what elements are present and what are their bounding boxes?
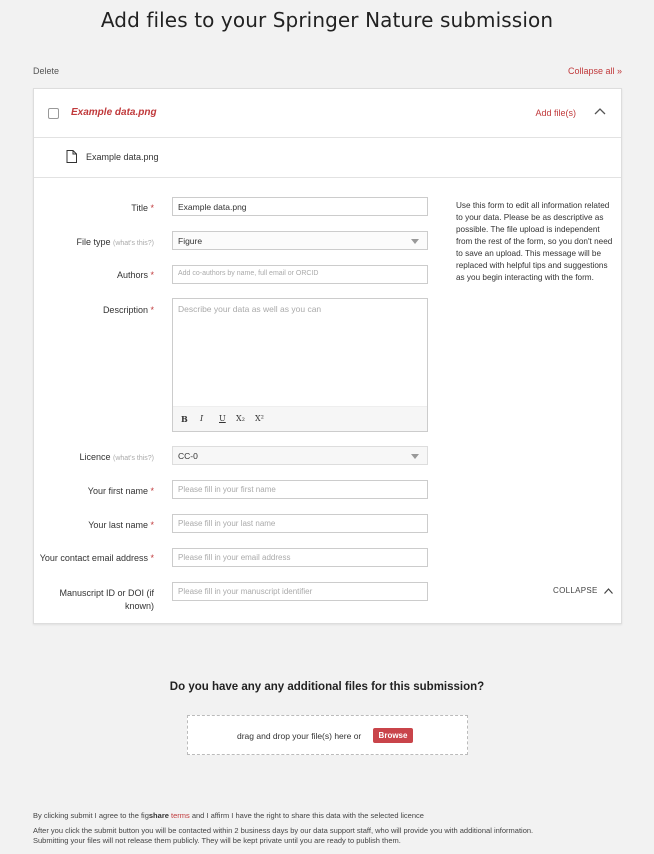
file-card: [33, 88, 622, 624]
add-files-link[interactable]: Add file(s): [535, 108, 576, 118]
email-input[interactable]: Please fill in your email address: [172, 548, 428, 567]
file-type-select[interactable]: Figure: [172, 231, 428, 250]
title-input[interactable]: Example data.png: [172, 197, 428, 216]
browse-button[interactable]: Browse: [373, 728, 413, 743]
bold-button[interactable]: B: [181, 414, 188, 424]
document-icon: [66, 150, 77, 163]
first-name-label: Your first name *: [87, 486, 154, 496]
description-textarea[interactable]: [172, 298, 428, 432]
additional-files-question: Do you have any any additional files for this submission?: [169, 681, 485, 693]
file-card-header: [34, 89, 621, 138]
form-help-text: Use this form to edit all information related to your data. Please be as descriptive as possible. The file upload is independent from the rest of the form, so you don't need to save an upload. This message will be replaced with helpful tips and suggestions as you begin interacting with the form.: [456, 201, 613, 282]
collapse-button[interactable]: COLLAPSE: [553, 586, 614, 595]
file-row-name: Example data.png: [86, 152, 159, 162]
terms-link[interactable]: terms: [171, 811, 190, 820]
contact-notice: After you click the submit button you will be contacted within 2 business days by our data support staff, who will provide you with additional information.: [33, 826, 534, 835]
licence-label: Licence (what's this?): [79, 452, 154, 462]
authors-label: Authors *: [116, 270, 154, 280]
underline-button[interactable]: U: [219, 414, 226, 423]
file-row: [34, 138, 621, 178]
terms-statement: By clicking submit I agree to the figshare terms and I affirm I have the right to share this data with the selected licence: [33, 811, 424, 820]
file-type-label: File type (what's this?): [76, 237, 154, 247]
file-select-checkbox[interactable]: [48, 108, 59, 119]
delete-link[interactable]: Delete: [33, 66, 60, 76]
last-name-input[interactable]: Please fill in your last name: [172, 514, 428, 533]
collapse-all-link[interactable]: Collapse all »: [567, 66, 622, 76]
manuscript-label: Manuscript ID or DOI (if known): [59, 588, 154, 611]
editor-toolbar: [173, 406, 427, 431]
chevron-up-icon[interactable]: [593, 106, 607, 116]
page-title: Add files to your Springer Nature submission: [100, 8, 554, 32]
description-label: Description *: [102, 305, 154, 315]
licence-select[interactable]: CC-0: [172, 446, 428, 465]
file-dropzone[interactable]: [187, 715, 468, 755]
dropzone-text: drag and drop your file(s) here or: [237, 731, 362, 741]
subscript-button[interactable]: X₂: [236, 414, 245, 423]
title-label: Title *: [131, 203, 154, 213]
last-name-label: Your last name *: [88, 520, 154, 530]
manuscript-input[interactable]: Please fill in your manuscript identifier: [172, 582, 428, 601]
dropdown-arrow-icon: [411, 454, 419, 459]
email-label: Your contact email address *: [39, 553, 154, 563]
first-name-input[interactable]: Please fill in your first name: [172, 480, 428, 499]
chevron-up-icon: [603, 587, 614, 595]
description-placeholder: Describe your data as well as you can: [178, 304, 322, 314]
file-card-title[interactable]: Example data.png: [71, 107, 157, 118]
italic-button[interactable]: I: [200, 414, 204, 423]
dropdown-arrow-icon: [411, 239, 419, 244]
privacy-notice: Submitting your files will not release them publicly. They will be kept private until you are ready to publish them.: [33, 836, 401, 845]
superscript-button[interactable]: X²: [255, 414, 264, 423]
authors-input[interactable]: Add co-authors by name, full email or ORCID: [172, 265, 428, 284]
